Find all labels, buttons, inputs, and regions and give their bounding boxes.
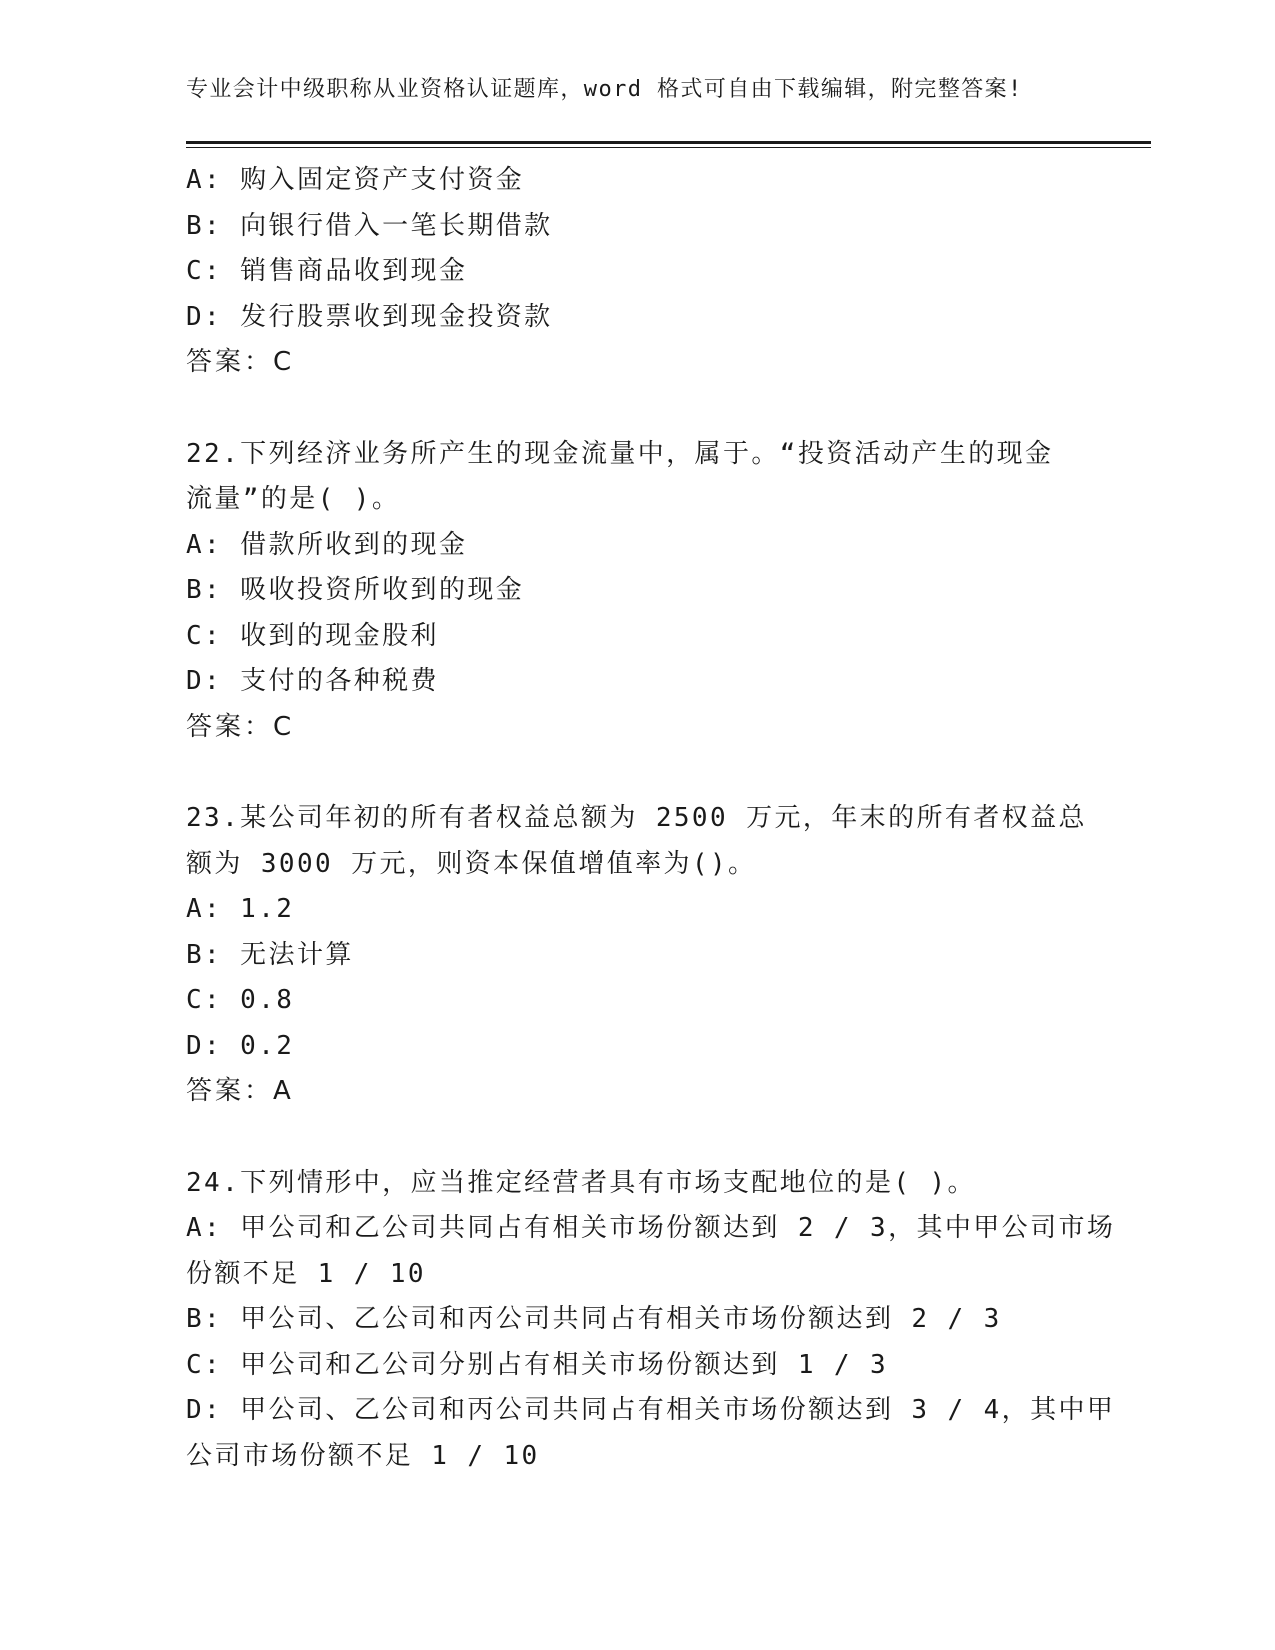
question-stem: 23.某公司年初的所有者权益总额为 2500 万元，年末的所有者权益总	[186, 803, 1087, 833]
question-block-22	[186, 432, 1086, 751]
header-rule-thin	[186, 147, 1151, 148]
option-d: D: 发行股票收到现金投资款	[186, 301, 553, 332]
option-c: C: 销售商品收到现金	[186, 256, 468, 286]
option-b: B: 吸收投资所收到的现金	[186, 575, 525, 605]
option-a: A: 甲公司和乙公司共同占有相关市场份额达到 2 / 3，其中甲公司市场	[186, 1213, 1116, 1243]
option-c: C: 0.8	[186, 985, 295, 1015]
option-a: A: 借款所收到的现金	[186, 529, 468, 560]
question-stem-cont: 流量”的是( )。	[186, 484, 401, 514]
option-c: C: 收到的现金股利	[186, 620, 439, 651]
option-d: D: 支付的各种税费	[186, 666, 439, 696]
question-stem: 24.下列情形中，应当推定经营者具有市场支配地位的是( )。	[186, 1167, 976, 1198]
option-b: B: 无法计算	[186, 939, 354, 970]
question-content	[186, 158, 1116, 1479]
question-block-21	[186, 158, 1086, 386]
option-a: A: 1.2	[186, 894, 295, 924]
header-rule-thick	[186, 141, 1151, 144]
question-stem: 22.下列经济业务所产生的现金流量中，属于。“投资活动产生的现金	[186, 438, 1054, 469]
option-a-cont: 份额不足 1 / 10	[186, 1258, 426, 1289]
option-d-cont: 公司市场份额不足 1 / 10	[186, 1440, 540, 1471]
question-block-23	[186, 796, 1086, 1115]
answer: 答案：A	[186, 1076, 294, 1106]
option-b: B: 向银行借入一笔长期借款	[186, 210, 553, 241]
option-a: A: 购入固定资产支付资金	[186, 165, 525, 195]
option-d: D: 0.2	[186, 1030, 295, 1061]
answer: 答案：C	[186, 347, 295, 377]
option-d: D: 甲公司、乙公司和丙公司共同占有相关市场份额达到 3 / 4，其中甲	[186, 1395, 1116, 1425]
answer: 答案：C	[186, 711, 295, 742]
option-c: C: 甲公司和乙公司分别占有相关市场份额达到 1 / 3	[186, 1349, 889, 1380]
page-header: 专业会计中级职称从业资格认证题库，word 格式可自由下载编辑，附完整答案!	[186, 77, 1023, 102]
option-b: B: 甲公司、乙公司和丙公司共同占有相关市场份额达到 2 / 3	[186, 1304, 1002, 1334]
question-stem-cont: 额为 3000 万元，则资本保值增值率为()。	[186, 848, 757, 879]
question-block-24	[186, 1161, 1116, 1480]
